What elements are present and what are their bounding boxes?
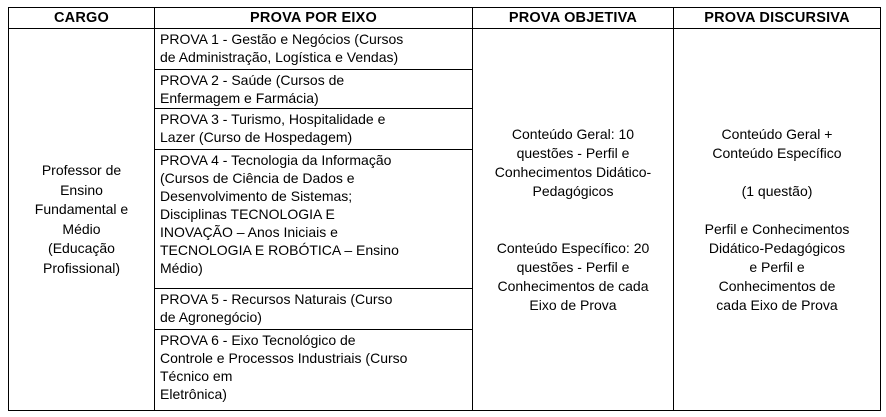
- prova-line: Técnico em: [160, 367, 233, 384]
- header-prova-objetiva: PROVA OBJETIVA: [473, 8, 674, 29]
- objetiva-especifico-line: Conhecimentos de cada: [497, 277, 649, 294]
- prova-2-cell: [155, 69, 473, 109]
- exam-structure-table: [8, 7, 881, 411]
- prova-line: de Administração, Logística e Vendas): [160, 49, 399, 65]
- prova-line: INOVAÇÃO – Anos Iniciais e: [160, 223, 338, 240]
- prova-objetiva-cell: [473, 29, 674, 411]
- prova-line: PROVA 2 - Saúde (Cursos de: [160, 71, 345, 88]
- prova-6-cell: [155, 329, 473, 410]
- discursiva-questao-line: (1 questão): [741, 182, 813, 199]
- spacer: [479, 220, 667, 239]
- prova-line: de Agronegócio): [160, 309, 262, 326]
- objetiva-especifico-line: questões - Perfil e: [516, 258, 630, 275]
- prova-line: Eletrônica): [160, 385, 227, 402]
- header-cargo: CARGO: [9, 8, 155, 29]
- cargo-line: Profissional): [42, 259, 121, 276]
- objetiva-geral-line: Conteúdo Geral: 10: [511, 125, 635, 142]
- cargo-line: (Educação: [48, 240, 115, 256]
- prova-1-cell: [155, 29, 473, 70]
- prova-line: PROVA 5 - Recursos Naturais (Curso: [160, 291, 393, 308]
- spacer: [680, 201, 874, 220]
- prova-line: PROVA 6 - Eixo Tecnológico de: [160, 331, 356, 348]
- discursiva-perfil-line: Perfil e Conhecimentos: [704, 220, 850, 237]
- cargo-line: Ensino: [60, 181, 103, 198]
- header-row: [9, 8, 881, 29]
- cargo-line: Fundamental e: [34, 201, 129, 217]
- objetiva-especifico-line: Eixo de Prova: [529, 296, 617, 313]
- prova-line: Médio): [160, 259, 203, 276]
- prova-line: PROVA 4 - Tecnologia da Informação: [160, 151, 392, 168]
- prova-discursiva-cell: [674, 29, 881, 411]
- prova-line: TECNOLOGIA E ROBÓTICA – Ensino: [160, 241, 399, 258]
- prova-4-cell: [155, 149, 473, 289]
- header-prova-por-eixo: PROVA POR EIXO: [155, 8, 473, 29]
- discursiva-conteudo-line: Conteúdo Geral +: [721, 125, 833, 142]
- prova-line: Controle e Processos Industriais (Curso: [160, 349, 408, 366]
- cargo-cell: [9, 29, 155, 411]
- prova-line: Lazer (Curso de Hospedagem): [160, 129, 353, 146]
- objetiva-geral-line: Conhecimentos Didático-: [494, 163, 652, 180]
- prova-line: Disciplinas TECNOLOGIA E: [160, 205, 335, 222]
- prova-line: Enfermagem e Farmácia): [160, 89, 319, 106]
- discursiva-conteudo-line: Conteúdo Específico: [712, 144, 842, 161]
- discursiva-perfil-line: Conhecimentos de: [718, 277, 836, 294]
- cargo-line: Professor de: [41, 162, 122, 178]
- prova-line: PROVA 3 - Turismo, Hospitalidade e: [160, 111, 386, 128]
- objetiva-geral-line: questões - Perfil e: [516, 144, 630, 161]
- prova-line: Desenvolvimento de Sistemas;: [160, 187, 353, 204]
- objetiva-geral-line: Pedagógicos: [532, 182, 614, 199]
- cargo-line: Médio: [62, 220, 101, 237]
- prova-5-cell: [155, 289, 473, 330]
- discursiva-perfil-line: e Perfil e: [749, 258, 805, 275]
- prova-line: (Cursos de Ciência de Dados e: [160, 169, 355, 186]
- discursiva-perfil-line: Didático-Pedagógicos: [708, 239, 846, 256]
- header-prova-discursiva: PROVA DISCURSIVA: [674, 8, 881, 29]
- objetiva-especifico-line: Conteúdo Específico: 20: [496, 239, 650, 256]
- prova-row-1: [9, 29, 881, 70]
- prova-3-cell: [155, 109, 473, 150]
- prova-line: PROVA 1 - Gestão e Negócios (Cursos: [160, 31, 404, 47]
- spacer: [479, 201, 667, 220]
- spacer: [680, 163, 874, 182]
- discursiva-perfil-line: cada Eixo de Prova: [716, 296, 838, 313]
